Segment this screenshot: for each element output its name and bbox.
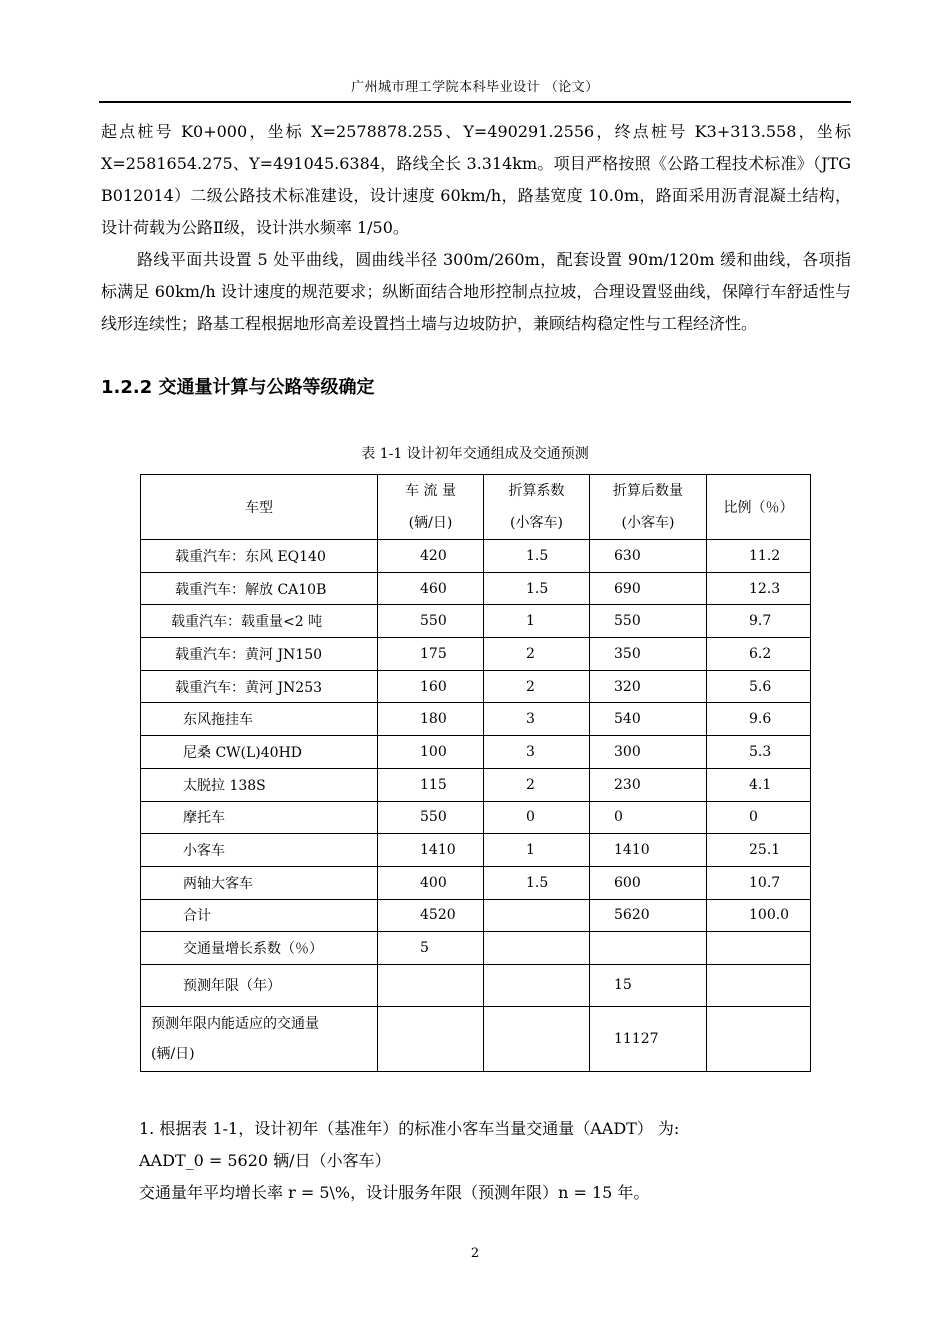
page-header-title: 广州城市理工学院本科毕业设计 （论文）: [351, 80, 599, 95]
header-traffic-volume-line2: (辆/日): [408, 515, 453, 531]
table-row: [141, 736, 811, 769]
header-rule: [99, 101, 851, 103]
cell-traffic-volume: 550: [378, 801, 484, 834]
table-row: [141, 801, 811, 834]
cell-traffic-volume: [378, 1006, 484, 1071]
cell-proportion: 10.7: [707, 866, 811, 899]
cell-conversion-factor: [484, 899, 590, 932]
body-text: [101, 116, 851, 340]
cell-traffic-volume: 115: [378, 768, 484, 801]
cell-conversion-factor: [484, 964, 590, 1006]
cell-converted-count: 550: [590, 605, 707, 638]
cell-conversion-factor: 3: [484, 703, 590, 736]
table-caption: 表 1-1 设计初年交通组成及交通预测: [361, 446, 589, 462]
cell-capacity-label: [141, 1006, 378, 1071]
header-traffic-volume: [378, 475, 484, 540]
cell-vehicle-type: 载重汽车：载重量<2 吨: [141, 605, 378, 638]
cell-vehicle-type: 摩托车: [141, 801, 378, 834]
capacity-label-line1: 预测年限内能适应的交通量: [151, 1015, 319, 1032]
cell-conversion-factor: 1.5: [484, 540, 590, 573]
cell-converted-count: 5620: [590, 899, 707, 932]
after-table-text: [139, 1113, 851, 1209]
cell-vehicle-type: 载重汽车：东风 EQ140: [141, 540, 378, 573]
table-header-row: [141, 475, 811, 540]
cell-proportion: [707, 932, 811, 965]
cell-vehicle-type: 预测年限（年）: [141, 964, 378, 1006]
header-conversion-factor-line2: (小客车): [510, 515, 563, 531]
cell-vehicle-type: 东风拖挂车: [141, 703, 378, 736]
cell-converted-count: 1410: [590, 834, 707, 867]
section-heading: 1.2.2 交通量计算与公路等级确定: [101, 377, 375, 398]
table-row-total: [141, 899, 811, 932]
header-traffic-volume-line1: 车 流 量: [405, 483, 456, 499]
cell-proportion: 100.0: [707, 899, 811, 932]
cell-traffic-volume: 5: [378, 932, 484, 965]
cell-converted-count: 630: [590, 540, 707, 573]
cell-traffic-volume: 4520: [378, 899, 484, 932]
cell-conversion-factor: [484, 932, 590, 965]
cell-conversion-factor: [484, 1006, 590, 1071]
table-row: [141, 703, 811, 736]
table-row: [141, 540, 811, 573]
header-proportion: 比例（％）: [707, 475, 811, 540]
table-row-capacity: [141, 1006, 811, 1071]
cell-conversion-factor: 1.5: [484, 866, 590, 899]
cell-converted-count: 540: [590, 703, 707, 736]
cell-capacity-value: 11127: [590, 1006, 707, 1071]
paragraph-2: 路线平面共设置 5 处平曲线，圆曲线半径 300m/260m，配套设置 90m/120m 缓和曲线，各项指标满足 60km/h 设计速度的规范要求；纵断面结合地形控制点拉坡，合理设置竖曲线，保障行车舒适性与线形连续性；路基工程根据地形高差设置挡土墙与边坡防护，兼顾结构稳定性与工程经济性。: [101, 250, 851, 333]
cell-proportion: [707, 964, 811, 1006]
cell-converted-count: [590, 932, 707, 965]
cell-traffic-volume: 100: [378, 736, 484, 769]
cell-conversion-factor: 2: [484, 768, 590, 801]
cell-vehicle-type: 载重汽车：黄河 JN253: [141, 670, 378, 703]
after-line-3: 交通量年平均增长率 r = 5\%，设计服务年限（预测年限）n = 15 年。: [139, 1183, 650, 1202]
table-row: [141, 866, 811, 899]
cell-converted-count: 300: [590, 736, 707, 769]
cell-vehicle-type: 两轴大客车: [141, 866, 378, 899]
cell-vehicle-type: 载重汽车：解放 CA10B: [141, 572, 378, 605]
header-conversion-factor: [484, 475, 590, 540]
header-conversion-factor-line1: 折算系数: [508, 483, 565, 499]
cell-proportion: 9.7: [707, 605, 811, 638]
cell-traffic-volume: 1410: [378, 834, 484, 867]
cell-vehicle-type: 交通量增长系数（％）: [141, 932, 378, 965]
table-row-forecast-years: [141, 964, 811, 1006]
table-row: [141, 670, 811, 703]
cell-converted-count: 690: [590, 572, 707, 605]
after-line-2: AADT_0 = 5620 辆/日（小客车）: [139, 1151, 391, 1170]
cell-proportion: 25.1: [707, 834, 811, 867]
cell-traffic-volume: 160: [378, 670, 484, 703]
cell-converted-count: 0: [590, 801, 707, 834]
cell-conversion-factor: 1.5: [484, 572, 590, 605]
cell-conversion-factor: 1: [484, 834, 590, 867]
cell-traffic-volume: 400: [378, 866, 484, 899]
cell-traffic-volume: [378, 964, 484, 1006]
capacity-label-line2: (辆/日): [151, 1045, 195, 1062]
after-line-1: 1. 根据表 1-1，设计初年（基准年）的标准小客车当量交通量（AADT） 为:: [139, 1119, 680, 1138]
table-row: [141, 572, 811, 605]
cell-traffic-volume: 175: [378, 638, 484, 671]
cell-traffic-volume: 420: [378, 540, 484, 573]
cell-vehicle-type: 小客车: [141, 834, 378, 867]
cell-proportion: 11.2: [707, 540, 811, 573]
cell-converted-count: 350: [590, 638, 707, 671]
table-row: [141, 638, 811, 671]
traffic-table: [140, 474, 811, 1072]
table-row: [141, 834, 811, 867]
cell-proportion: [707, 1006, 811, 1071]
cell-proportion: 9.6: [707, 703, 811, 736]
cell-vehicle-type: 合计: [141, 899, 378, 932]
cell-converted-count: 15: [590, 964, 707, 1006]
table-row: [141, 605, 811, 638]
cell-proportion: 5.6: [707, 670, 811, 703]
table-row: [141, 768, 811, 801]
cell-conversion-factor: 2: [484, 638, 590, 671]
cell-vehicle-type: 尼桑 CW(L)40HD: [141, 736, 378, 769]
cell-vehicle-type: 太脱拉 138S: [141, 768, 378, 801]
cell-conversion-factor: 0: [484, 801, 590, 834]
cell-traffic-volume: 460: [378, 572, 484, 605]
cell-proportion: 6.2: [707, 638, 811, 671]
cell-converted-count: 320: [590, 670, 707, 703]
header-vehicle-type: 车型: [141, 475, 378, 540]
cell-vehicle-type: 载重汽车：黄河 JN150: [141, 638, 378, 671]
cell-converted-count: 600: [590, 866, 707, 899]
cell-traffic-volume: 180: [378, 703, 484, 736]
cell-traffic-volume: 550: [378, 605, 484, 638]
cell-proportion: 0: [707, 801, 811, 834]
cell-conversion-factor: 1: [484, 605, 590, 638]
cell-proportion: 5.3: [707, 736, 811, 769]
header-converted-count: [590, 475, 707, 540]
page-number: 2: [470, 1246, 480, 1261]
table-row-growth: [141, 932, 811, 965]
cell-proportion: 4.1: [707, 768, 811, 801]
header-converted-count-line2: (小客车): [621, 515, 675, 531]
cell-conversion-factor: 2: [484, 670, 590, 703]
header-converted-count-line1: 折算后数量: [613, 483, 683, 499]
cell-conversion-factor: 3: [484, 736, 590, 769]
cell-converted-count: 230: [590, 768, 707, 801]
paragraph-1: 起点桩号 K0+000，坐标 X=2578878.255、Y=490291.2556，终点桩号 K3+313.558，坐标 X=2581654.275、Y=491045.6384，路线全长 3.314km。项目严格按照《公路工程技术标准》（JTG B012014）二级公路技术标准建设，设计速度 60km/h，路基宽度 10.0m，路面采用沥青混凝土结构，设计荷载为公路Ⅱ级，设计洪水频率 1/50。: [101, 122, 851, 237]
cell-proportion: 12.3: [707, 572, 811, 605]
